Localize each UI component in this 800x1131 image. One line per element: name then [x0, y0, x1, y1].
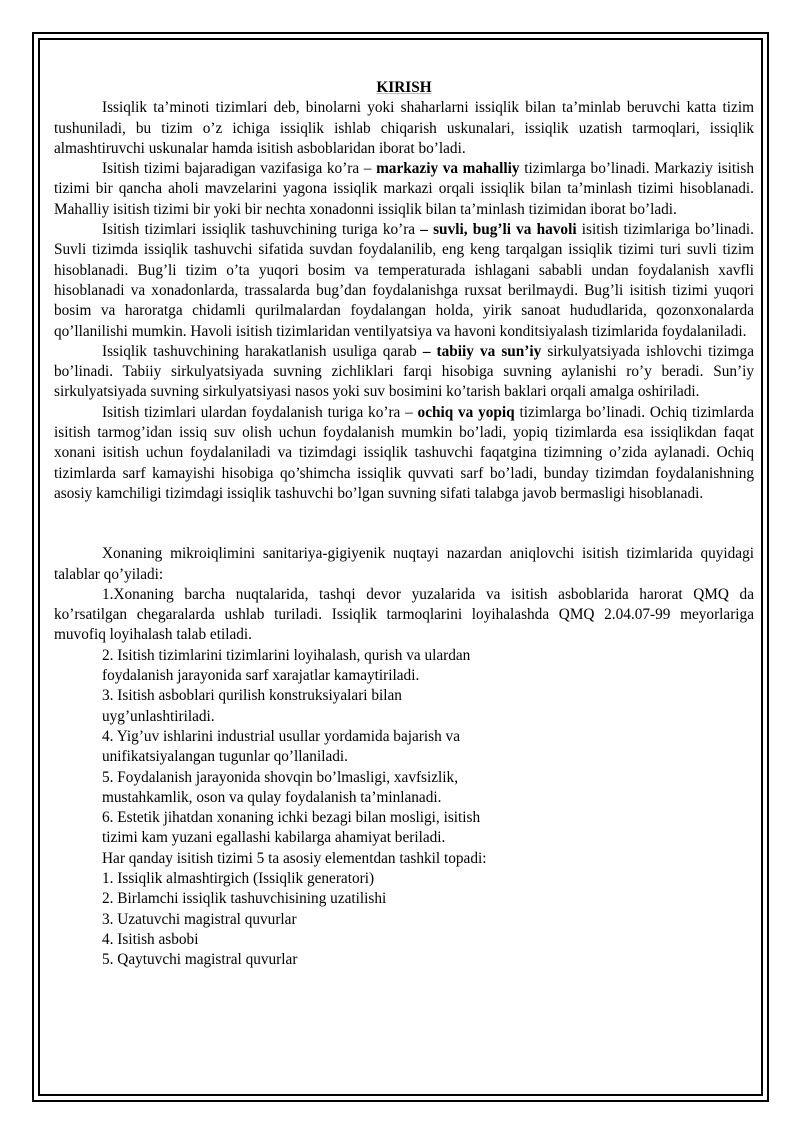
bold-term: – suvli, bug’li va havoli	[420, 221, 577, 239]
text-segment: Isitish tizimlari ulardan foydalanish turiga ko’ra –	[102, 403, 418, 421]
requirement-item: 6. Estetik jihatdan xonaning ichki bezagi bilan mosligi, isitish tizimi kam yuzani egallashi kabilarga ahamiyat beriladi.	[102, 809, 481, 847]
elements-intro: Har qanday isitish tizimi 5 ta asosiy elementdan tashkil topadi:	[102, 849, 487, 867]
bold-term: markaziy va mahalliy	[376, 160, 520, 178]
paragraph-usage-type	[54, 403, 754, 504]
text-segment: Isitish tizimi bajaradigan vazifasiga ko’ra –	[102, 160, 377, 178]
element-item: 2. Birlamchi issiqlik tashuvchisining uzatilishi	[102, 890, 387, 908]
paragraph-intro: Issiqlik ta’minoti tizimlari deb, binolarni yoki shaharlarni issiqlik bilan ta’minlab beruvchi katta tizim tushuniladi, bu tizim o’z ichiga issiqlik ishlab chiqarish uskunalari, issiqlik uzatish tarmoqlari, issiqlik almashtiruvchi uskunalar hamda isitish asboblaridan iborat bo’ladi.	[54, 99, 754, 157]
paragraph-circulation	[54, 342, 754, 403]
spacer	[54, 504, 754, 524]
requirement-item: 2. Isitish tizimlarini tizimlarini loyihalash, qurish va ulardan foydalanish jarayonida sarf xarajatlar kamaytiriladi.	[102, 646, 471, 685]
element-item: 3. Uzatuvchi magistral quvurlar	[102, 910, 297, 928]
element-item: 5. Qaytuvchi magistral quvurlar	[102, 951, 298, 969]
text-segment: tizimlarga bo’linadi. Markaziy isitish tizimi bir qancha aholi mavzelarini yagona issiqlik markazi orqali issiqlik bilan ta’minlash tizimi hisoblanadi. Mahalliy isitish tizimi bir yoki bir nechta xonadonni issiqlik bilan ta’minlash tizimidan iborat bo’ladi.	[54, 160, 754, 218]
text-segment: isitish tizimlariga bo’linadi. Suvli tizimda issiqlik tashuvchi sifatida suvdan foydalanilib, eng keng tarqalgan issiqlik tizimi turi suvli tizim hisoblanadi. Bug’li tizim o’ta yuqori bosim va temperaturada ishlagani sababli undan foydalanish xavfli hisoblanadi va xonadonlarda, trassalarda bug’dan foydalanishga ruxsat berilmaydi. Bug’li isitish tizimi yuqori bosim va haroratga chidamli qurilmalardan foydalangan holda, yirik sanoat hududlarida, qozonxonalarda qo’llanilishi mumkin. Havoli isitish tizimlaridan ventilyatsiya va havoni konditsiyalash tizimlarida foydalaniladi.	[54, 221, 754, 340]
element-item: 4. Isitish asbobi	[102, 930, 199, 948]
bold-term: – tabiiy va sun’iy	[422, 342, 542, 360]
text-segment: tizimlarga bo’linadi. Ochiq tizimlarda isitish tarmog’idan issiq suv olish uchun foydalanish mumkin bo’ladi, yopiq tizimlarda esa issiqlikdan faqat xonani isitish uchun foydalaniladi va tizimdagi issiqlik tashuvchi faqatgina tizimning o’zida aylanadi. Ochiq tizimlarda sarf kamayishi hisobiga qo’shimcha issiqlik quvvati sarf bo’ladi, bunday tizimdan foydalanishning asosiy kamchiligi tizimdagi issiqlik tashuvchi bo’lgan suvning sifati talabga javob bermasligi hisoblanadi.	[54, 403, 754, 502]
requirement-item: 5. Foydalanish jarayonida shovqin bo’lmasligi, xavfsizlik, mustahkamlik, oson va qulay foydalanish ta’minlanadi.	[102, 768, 459, 806]
text-segment: Isitish tizimlari issiqlik tashuvchining turiga ko’ra	[102, 221, 421, 239]
document-body	[54, 78, 754, 970]
bold-term: ochiq va yopiq	[417, 403, 515, 421]
requirement-item: 3. Isitish asboblari qurilish konstruksiyalari bilan uyg’unlashtiriladi.	[102, 687, 402, 725]
paragraph-purpose	[54, 159, 754, 220]
page-title: KIRISH	[376, 79, 432, 96]
text-segment: Issiqlik tashuvchining harakatlanish usuliga qarab	[102, 342, 423, 360]
spacer	[54, 524, 754, 544]
paragraph-requirement-1: 1.Xonaning barcha nuqtalarida, tashqi devor yuzalarida va isitish asboblarida harorat QMQ da ko’rsatilgan chegaralarda ushlab turiladi. Issiqlik tarmoqlarini loyihalashda QMQ 2.04.07-99 meyorlariga muvofiq loyihalash talab etiladi.	[54, 585, 754, 644]
paragraph-carrier-type	[54, 220, 754, 342]
paragraph-requirements-intro: Xonaning mikroiqlimini sanitariya-gigiyenik nuqtayi nazardan aniqlovchi isitish tizimlarida quyidagi talablar qo’yiladi:	[54, 545, 754, 583]
element-item: 1. Issiqlik almashtirgich (Issiqlik generatori)	[102, 869, 375, 887]
text-segment: sirkulyatsiyada ishlovchi tizimga bo’linadi. Tabiiy sirkulyatsiyada suvning zichliklari farqi hisobiga suvning aylanishi ro’y beradi. Sun’iy sirkulyatsiyada suvning sirkulyatsiyasi nasos yoki suv bosimini ko’tarish baklari orqali amalga oshiriladi.	[54, 342, 754, 401]
requirement-item: 4. Yig’uv ishlarini industrial usullar yordamida bajarish va unifikatsiyalangan tugunlar qo’llaniladi.	[102, 727, 460, 766]
